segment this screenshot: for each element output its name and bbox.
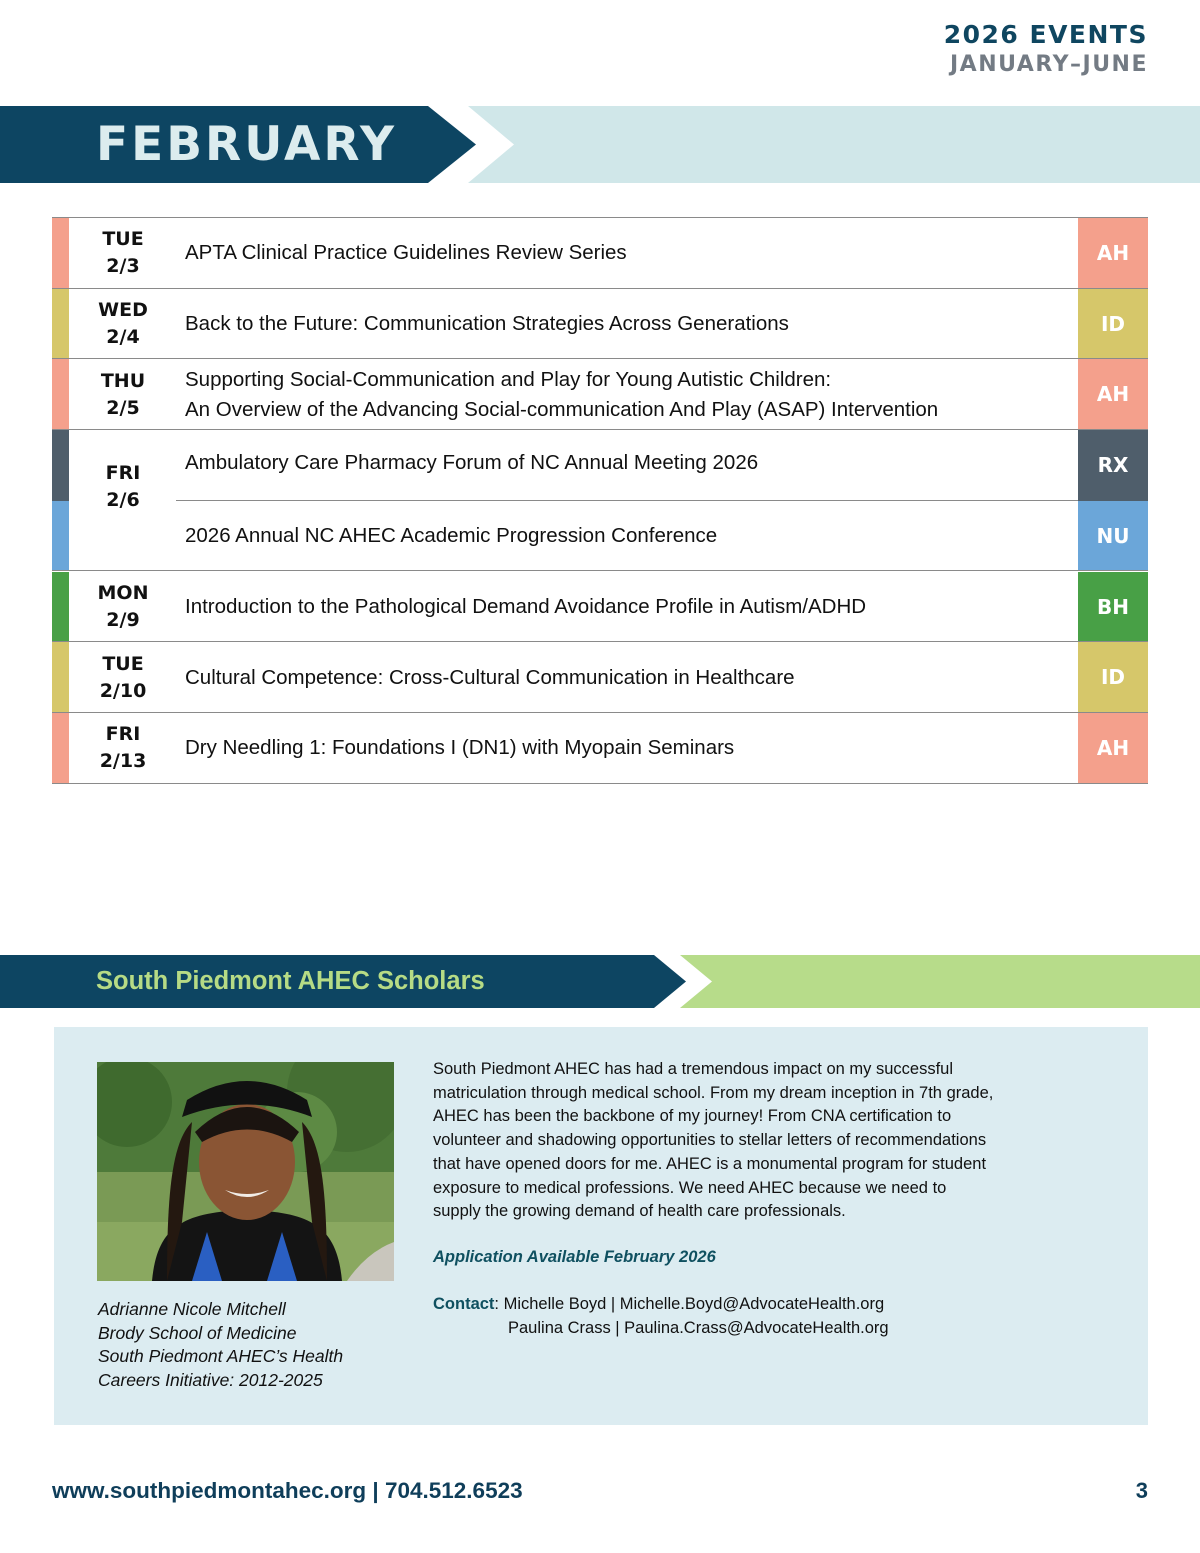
month-title: FEBRUARY (96, 117, 397, 172)
document-header (944, 20, 1148, 80)
category-badge: ID (1078, 289, 1148, 360)
quote-line: AHEC has been the backbone of my journey! From CNA certification to (433, 1107, 952, 1126)
category-badge: AH (1078, 359, 1148, 430)
event-title[interactable] (185, 663, 795, 693)
category-badge: AH (1078, 218, 1148, 289)
event-title-line: An Overview of the Advancing Social-communication And Play (ASAP) Intervention (185, 397, 939, 421)
event-weekday: WED (98, 299, 148, 322)
event-weekday: TUE (102, 228, 144, 251)
caption-line: Adrianne Nicole Mitchell (98, 1299, 286, 1319)
category-strip (52, 713, 69, 784)
event-day: 2/3 (106, 255, 140, 278)
event-row[interactable] (52, 713, 1148, 784)
event-title-line: APTA Clinical Practice Guidelines Review Series (185, 241, 627, 265)
event-title[interactable] (185, 309, 789, 339)
category-badge: ID (1078, 642, 1148, 713)
event-date (69, 297, 177, 351)
event-title[interactable] (185, 365, 938, 425)
quote-line: South Piedmont AHEC has had a tremendous impact on my successful (433, 1060, 954, 1078)
event-weekday: THU (100, 369, 146, 392)
event-weekday: MON (97, 581, 149, 604)
event-date (69, 368, 177, 422)
category-strip (52, 430, 69, 501)
page-number: 3 (1135, 1478, 1148, 1503)
event-weekday: FRI (105, 461, 141, 484)
event-title[interactable] (185, 733, 734, 763)
category-badge: NU (1078, 501, 1148, 572)
event-title[interactable] (185, 448, 758, 478)
category-strip (52, 359, 69, 430)
scholar-photo (97, 1062, 394, 1281)
scholar-caption (98, 1298, 343, 1393)
events-table (52, 217, 1148, 773)
category-strip (52, 642, 69, 713)
event-day: 2/5 (106, 396, 140, 419)
event-day: 2/6 (106, 488, 140, 511)
category-strip (52, 289, 69, 360)
header-subtitle: JANUARY–JUNE (950, 52, 1148, 77)
event-date (69, 226, 177, 280)
category-strip (52, 501, 69, 572)
event-date (69, 721, 177, 775)
row-divider (52, 783, 1148, 784)
event-day: 2/13 (99, 750, 147, 773)
event-row[interactable] (52, 572, 1148, 643)
caption-line: South Piedmont AHEC’s Health (98, 1346, 344, 1367)
event-title-line: 2026 Annual NC AHEC Academic Progression Conference (185, 524, 718, 548)
contact-label: Contact (433, 1295, 495, 1313)
category-strip (52, 572, 69, 643)
event-day: 2/10 (99, 679, 147, 702)
event-date (69, 580, 177, 634)
application-notice: Application Available February 2026 (433, 1248, 716, 1266)
quote-line: supply the growing demand of health care professionals. (433, 1202, 846, 1221)
event-title-line: Dry Needling 1: Foundations I (DN1) with Myopain Seminars (185, 736, 735, 760)
event-title-line: Introduction to the Pathological Demand Avoidance Profile in Autism/ADHD (185, 594, 867, 618)
footer-website[interactable]: www.southpiedmontahec.org | 704.512.6523 (52, 1478, 523, 1503)
category-strip (52, 218, 69, 289)
contact-michelle[interactable]: Michelle Boyd | Michelle.Boyd@AdvocateHealth.org (503, 1295, 885, 1313)
quote-line: volunteer and shadowing opportunities to stellar letters of recommendations (433, 1131, 987, 1150)
category-badge: RX (1078, 430, 1148, 501)
event-row[interactable] (52, 430, 1148, 511)
quote-line: that have opened doors for me. AHEC is a monumental program for student (433, 1154, 987, 1173)
event-title-line: Ambulatory Care Pharmacy Forum of NC Annual Meeting 2026 (185, 451, 759, 475)
event-day: 2/9 (106, 608, 140, 631)
quote-line: matriculation through medical school. From my dream inception in 7th grade, (433, 1083, 994, 1102)
event-weekday: TUE (102, 652, 144, 675)
event-title[interactable] (185, 238, 627, 268)
event-row[interactable] (52, 359, 1148, 430)
quote-line: exposure to medical professions. We need AHEC because we need to (433, 1178, 947, 1197)
event-title[interactable] (185, 592, 866, 622)
event-weekday: FRI (105, 723, 141, 746)
category-badge: BH (1078, 572, 1148, 643)
scholar-quote (433, 1058, 1073, 1224)
event-row[interactable] (52, 289, 1148, 360)
event-title-line: Supporting Social-Communication and Play for Young Autistic Children: (185, 367, 832, 391)
contact-block: Contact: Michelle Boyd | Michelle.Boyd@AdvocateHealth.org Paulina Crass | Paulina.Crass@AdvocateHealth.org (433, 1295, 889, 1337)
event-title-line: Back to the Future: Communication Strategies Across Generations (185, 312, 789, 336)
event-row[interactable] (52, 501, 1148, 572)
event-title[interactable] (185, 521, 717, 551)
caption-line: Careers Initiative: 2012-2025 (98, 1370, 323, 1391)
caption-line: Brody School of Medicine (98, 1322, 297, 1343)
scholars-title: South Piedmont AHEC Scholars (96, 967, 485, 995)
header-title: 2026 EVENTS (943, 20, 1148, 49)
event-row[interactable] (52, 642, 1148, 713)
event-row[interactable] (52, 218, 1148, 289)
event-date (69, 651, 177, 705)
event-day: 2/4 (106, 326, 140, 349)
category-badge: AH (1078, 713, 1148, 784)
event-title-line: Cultural Competence: Cross-Cultural Communication in Healthcare (185, 665, 795, 689)
contact-paulina[interactable]: Paulina Crass | Paulina.Crass@AdvocateHealth.org (508, 1318, 889, 1337)
